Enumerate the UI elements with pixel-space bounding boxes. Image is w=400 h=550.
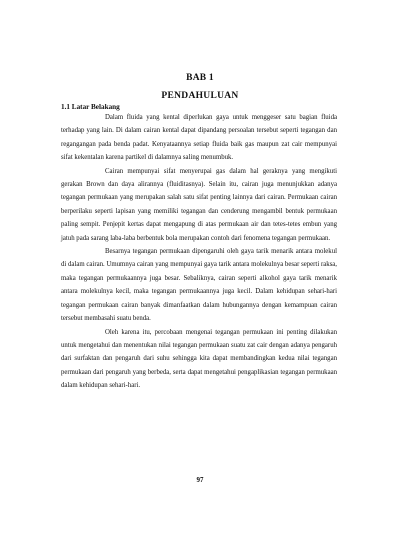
- paragraph: Oleh karena itu, percobaan mengenai tegangan permukaan ini penting dilakukan untuk mengetahui dan menentukan nilai tegangan permukaan suatu zat cair dengan adanya pengaruh dari surfaktan dan pengaruh dari suhu sehingga kita dapat membandingkan kedua nilai tegangan permukaan dari pengaruh yang berbeda, serta dapat mengetahui pengaplikasian tegangan permukaan dalam kehidupan sehari-hari.: [61, 328, 337, 390]
- section-heading: 1.1 Latar Belakang: [61, 103, 120, 111]
- body-text: [61, 111, 337, 393]
- paragraph: Besarnya tegangan permukaan dipengaruhi oleh gaya tarik menarik antara molekul di dalam cairan. Umumnya cairan yang mempunyai gaya tarik antara molekulnya besar seperti raksa, maka tegangan permukaannya juga besar. Sebaliknya, cairan seperti alkohol gaya tarik menarik antara molekulnya kecil, maka tegangan permukaannya juga kecil. Dalam kehidupan sehari-hari tegangan permukaan cairan banyak dimanfaatkan dalam hubungannya dengan kemampuan cairan tersebut membasahi suatu benda.: [61, 248, 337, 323]
- page-number: 97: [196, 476, 204, 484]
- chapter-number: BAB 1: [186, 73, 214, 83]
- chapter-title: PENDAHULUAN: [161, 91, 239, 101]
- paragraph: Cairan mempunyai sifat menyerupai gas dalam hal geraknya yang mengikuti gerakan Brown dan daya alirannya (fluiditasnya). Selain itu, cairan juga menunjukkan adanya tegangan permukaan yang merupakan salah satu sifat penting lainnya dari cairan. Permukaan cairan berperilaku seperti lapisan yang memiliki tegangan dan cenderung mengambil bentuk permukaan paling sempit. Penjepit kertas dapat mengapung di atas permukaan air dan tetes-tetes embun yang jatuh pada sarang laba-laba berbentuk bola merupakan contoh dari fenomena tegangan permukaan.: [61, 167, 337, 242]
- paragraph: Dalam fluida yang kental diperlukan gaya untuk menggeser satu bagian fluida terhadap yang lain. Di dalam cairan kental dapat dipandang persoalan tersebut seperti tegangan dan regangangan pada benda padat. Kenyataannya setiap fluida baik gas maupun zat cair mempunyai sifat kekentalan karena partikel di dalamnya saling menumbuk.: [61, 114, 337, 162]
